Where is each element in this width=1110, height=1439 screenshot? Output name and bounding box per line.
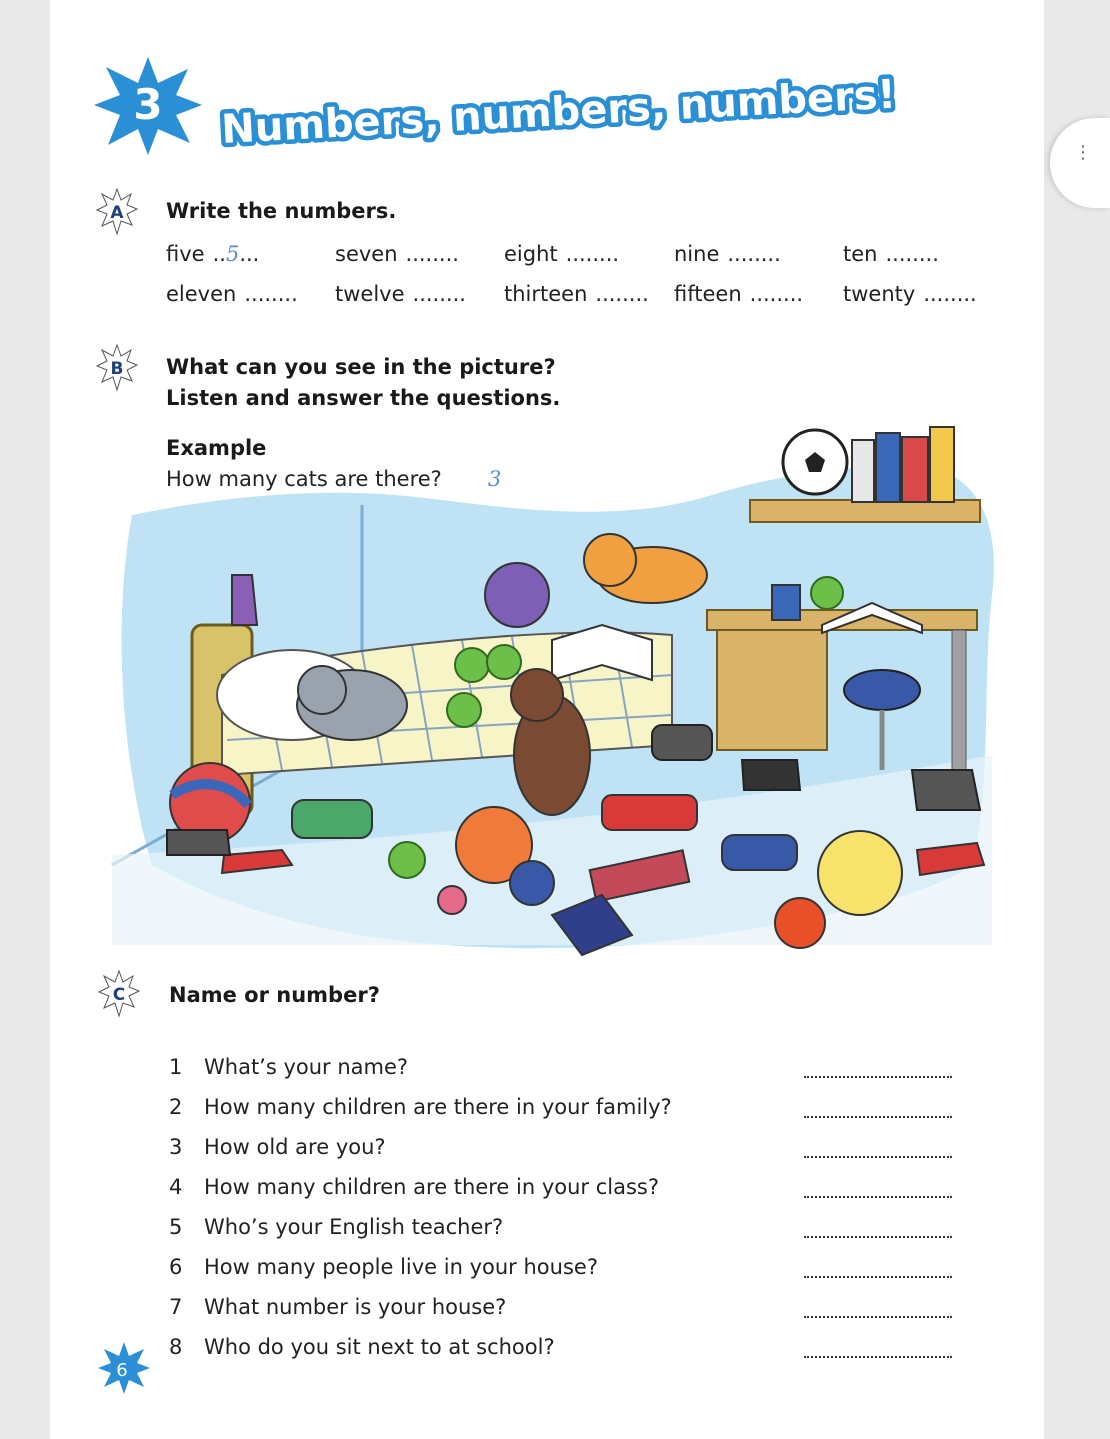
- apple: [389, 842, 425, 878]
- question-number: 2: [169, 1095, 183, 1119]
- unit-title-text: Numbers, numbers, numbers!: [220, 71, 897, 153]
- pencil-pot: [772, 585, 800, 620]
- number-word: fifteen ........: [674, 282, 804, 306]
- question-text: Who’s your English teacher?: [204, 1215, 504, 1239]
- number-word: thirteen ........: [504, 282, 649, 306]
- grey-trainer: [167, 830, 230, 855]
- grey-trainer: [912, 770, 980, 810]
- answer-blank[interactable]: [804, 1196, 952, 1198]
- number-answer-blank[interactable]: ........: [727, 242, 781, 266]
- answer-blank[interactable]: [804, 1236, 952, 1238]
- answer-blank[interactable]: [804, 1316, 952, 1318]
- question-number: 7: [169, 1295, 183, 1319]
- section-c-star-icon: [98, 970, 140, 1018]
- handwritten-answer: 5: [225, 242, 240, 266]
- question-number: 1: [169, 1055, 183, 1079]
- section-b-heading-2: Listen and answer the questions.: [166, 386, 561, 410]
- section-b-letter: B: [110, 359, 124, 379]
- section-b-star-icon: [96, 344, 138, 392]
- section-a-star-icon: [96, 188, 138, 236]
- apple: [447, 693, 481, 727]
- number-answer-blank[interactable]: ........: [885, 242, 939, 266]
- book-yellow: [930, 427, 954, 502]
- red-toy-car: [602, 795, 697, 830]
- page-number: 6: [116, 1360, 128, 1381]
- stool: [844, 670, 920, 710]
- section-c-letter: C: [112, 985, 126, 1005]
- apple: [811, 577, 843, 609]
- purple-ball: [485, 563, 549, 627]
- number-answer-blank[interactable]: ........: [412, 282, 466, 306]
- more-dots-icon: ⋮: [1074, 142, 1092, 163]
- messy-bedroom-illustration: [112, 425, 1012, 965]
- answer-blank[interactable]: [804, 1276, 952, 1278]
- example-question: How many cats are there?: [166, 467, 442, 491]
- number-answer-blank[interactable]: ..5...: [212, 242, 260, 266]
- question-number: 6: [169, 1255, 183, 1279]
- question-text: What’s your name?: [204, 1055, 409, 1079]
- apple: [487, 645, 521, 679]
- purple-sock: [232, 575, 257, 625]
- pink-ball: [438, 886, 466, 914]
- book-blue: [876, 433, 900, 502]
- side-panel-handle[interactable]: [1050, 118, 1110, 208]
- number-answer-blank[interactable]: ........: [923, 282, 977, 306]
- answer-blank[interactable]: [804, 1156, 952, 1158]
- number-word: nine ........: [674, 242, 781, 266]
- answer-blank[interactable]: [804, 1116, 952, 1118]
- question-text: What number is your house?: [204, 1295, 507, 1319]
- number-answer-blank[interactable]: ........: [749, 282, 804, 306]
- apple: [455, 648, 489, 682]
- desk-leg: [952, 630, 966, 780]
- number-answer-blank[interactable]: ........: [244, 282, 298, 306]
- number-answer-blank[interactable]: ........: [405, 242, 459, 266]
- book-red: [902, 437, 928, 502]
- number-word: eleven ........: [166, 282, 298, 306]
- section-c-heading: Name or number?: [169, 983, 380, 1007]
- section-a-heading: Write the numbers.: [166, 199, 397, 223]
- number-word: seven ........: [335, 242, 459, 266]
- grey-toy-car: [652, 725, 712, 760]
- number-word: twelve ........: [335, 282, 466, 306]
- question-number: 3: [169, 1135, 183, 1159]
- book-white: [852, 440, 874, 502]
- question-text: How many people live in your house?: [204, 1255, 598, 1279]
- question-number: 8: [169, 1335, 183, 1359]
- answer-blank[interactable]: [804, 1356, 952, 1358]
- desk-drawers: [717, 630, 827, 750]
- page-number-star: [96, 1340, 152, 1396]
- blue-toy-car: [722, 835, 797, 870]
- green-toy-car: [292, 800, 372, 838]
- black-shoe: [742, 760, 800, 790]
- number-word: ten ........: [843, 242, 939, 266]
- small-blue-ball: [510, 861, 554, 905]
- number-word: five ..5...: [166, 242, 260, 266]
- question-text: How many children are there in your class?: [204, 1175, 660, 1199]
- shelf: [750, 500, 980, 522]
- red-ball: [775, 898, 825, 948]
- unit-number-star: [92, 55, 204, 157]
- number-word: eight ........: [504, 242, 620, 266]
- example-answer: 3: [488, 467, 502, 491]
- section-b-heading-1: What can you see in the picture?: [166, 355, 556, 379]
- number-word: twenty ........: [843, 282, 977, 306]
- number-answer-blank[interactable]: ........: [565, 242, 620, 266]
- question-text: Who do you sit next to at school?: [204, 1335, 555, 1359]
- section-a-letter: A: [110, 203, 124, 223]
- star-ball: [818, 831, 902, 915]
- question-number: 4: [169, 1175, 183, 1199]
- question-text: How old are you?: [204, 1135, 386, 1159]
- number-answer-blank[interactable]: ........: [595, 282, 649, 306]
- unit-number: 3: [133, 80, 163, 129]
- answer-blank[interactable]: [804, 1076, 952, 1078]
- unit-title: [215, 71, 897, 154]
- example-label: Example: [166, 436, 267, 460]
- question-text: How many children are there in your family?: [204, 1095, 672, 1119]
- question-number: 5: [169, 1215, 183, 1239]
